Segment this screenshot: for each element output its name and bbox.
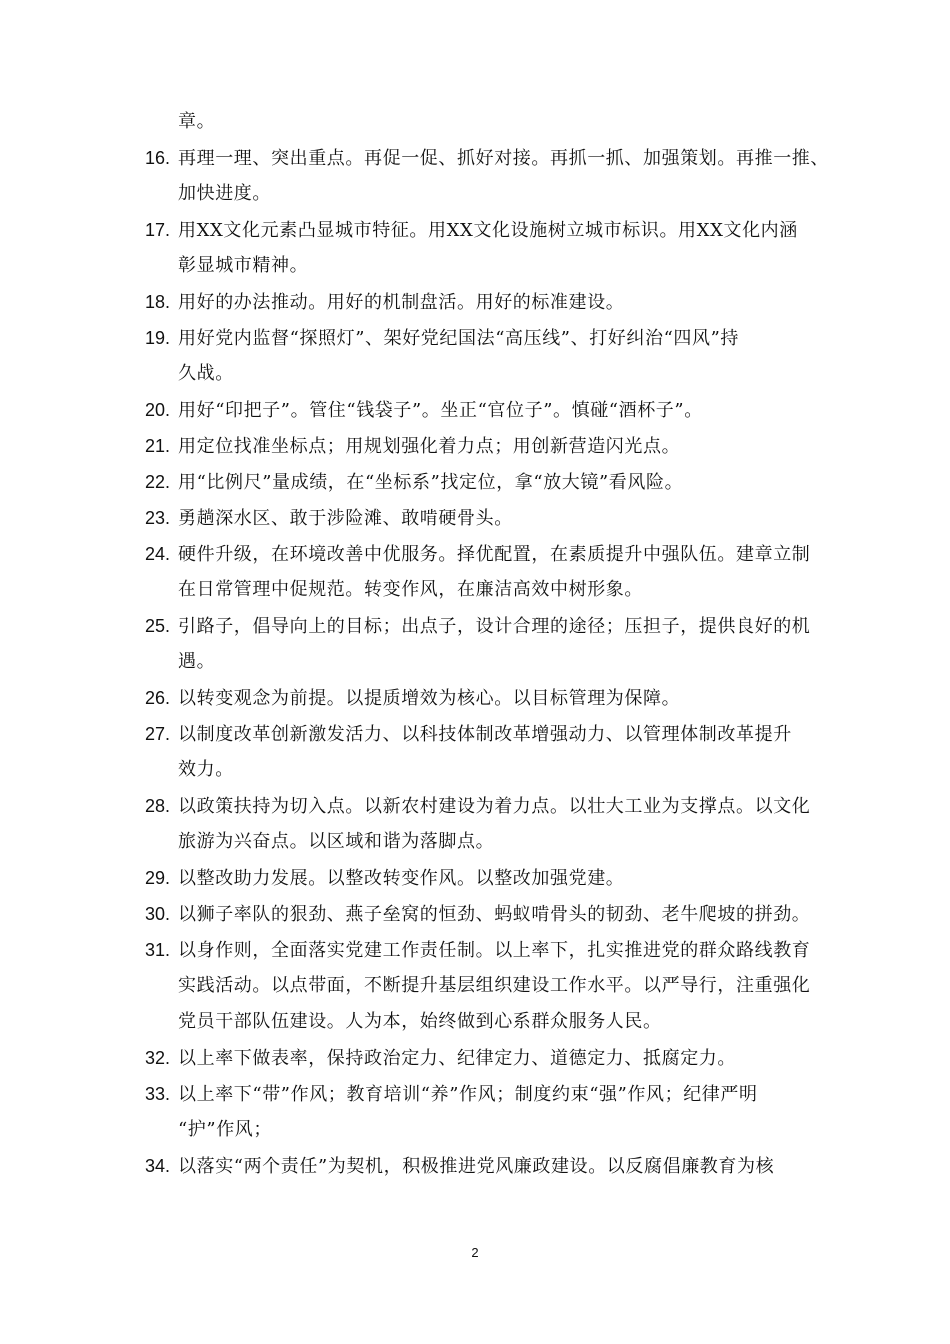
- list-item-text: 以政策扶持为切入点。以新农村建设为着力点。以壮大工业为支撑点。以文化: [178, 796, 811, 817]
- list-item-text: 章。: [178, 111, 216, 132]
- list-item: [145, 611, 825, 641]
- list-item-text: “护”作风；: [178, 1119, 273, 1140]
- list-item-text: 实践活动。以点带面，不断提升基层组织建设工作水平。以严导行，注重强化: [178, 975, 811, 996]
- list-item: [145, 863, 825, 893]
- list-item: [145, 323, 825, 353]
- list-item: [145, 1043, 825, 1073]
- list-item-continuation: [178, 179, 828, 209]
- list-item-number: 30.: [145, 904, 171, 924]
- list-item-continuation: [178, 359, 828, 389]
- list-item: [145, 143, 829, 173]
- list-item-text: 在日常管理中促规范。转变作风，在廉洁高效中树形象。: [178, 579, 643, 600]
- list-item-number: 23.: [145, 508, 171, 528]
- list-item-text: 以上率下做表率，保持政治定力、纪律定力、道德定力、抵腐定力。: [178, 1048, 736, 1069]
- list-item-continuation: [178, 827, 828, 857]
- list-item-number: 34.: [145, 1156, 171, 1176]
- list-item-number: 18.: [145, 292, 171, 312]
- list-item-text: 效力。: [178, 759, 234, 780]
- list-item-number: 16.: [145, 148, 171, 168]
- list-item-continuation: [178, 647, 828, 677]
- list-item-number: 26.: [145, 688, 171, 708]
- list-item-text: 硬件升级，在环境改善中优服务。择优配置，在素质提升中强队伍。建章立制: [178, 544, 811, 565]
- list-item-text: 加快进度。: [178, 183, 271, 204]
- list-item-text: 以上率下“带”作风；教育培训“养”作风；制度约束“强”作风；纪律严明: [178, 1084, 758, 1105]
- list-item: [145, 431, 825, 461]
- list-item: [145, 395, 825, 425]
- list-item-continuation: [178, 107, 828, 137]
- page-number: 2: [471, 1245, 479, 1260]
- list-item-number: 33.: [145, 1084, 171, 1104]
- list-item-text: 久战。: [178, 363, 234, 384]
- list-item: [145, 287, 825, 317]
- list-item-text: 勇趟深水区、敢于涉险滩、敢啃硬骨头。: [178, 508, 513, 529]
- list-item-number: 25.: [145, 616, 171, 636]
- list-item: [145, 467, 825, 497]
- list-item-number: 17.: [145, 220, 171, 240]
- list-item: [145, 503, 825, 533]
- list-item-text: 用“比例尺”量成绩，在“坐标系”找定位，拿“放大镜”看风险。: [178, 472, 684, 493]
- list-item: [145, 899, 825, 929]
- list-item-number: 28.: [145, 796, 171, 816]
- list-item-number: 27.: [145, 724, 171, 744]
- list-item-continuation: [178, 755, 828, 785]
- list-item-number: 21.: [145, 436, 171, 456]
- list-item-text: 用好“印把子”。管住“钱袋子”。坐正“官位子”。慎碰“酒杯子”。: [178, 400, 703, 421]
- list-item-text: 旅游为兴奋点。以区域和谐为落脚点。: [178, 831, 495, 852]
- list-item: [145, 215, 825, 245]
- list-item-text: 再理一理、突出重点。再促一促、抓好对接。再抓一抓、加强策划。再推一推、: [178, 148, 829, 169]
- list-item-continuation: [178, 251, 828, 281]
- list-item-text: 用好的办法推动。用好的机制盘活。用好的标准建设。: [178, 292, 625, 313]
- list-item: [145, 683, 825, 713]
- list-item-number: 29.: [145, 868, 171, 888]
- list-item-number: 32.: [145, 1048, 171, 1068]
- list-item: [145, 791, 825, 821]
- list-item-continuation: [178, 575, 828, 605]
- list-item-continuation: [178, 1007, 828, 1037]
- list-item-text: 以制度改革创新激发活力、以科技体制改革增强动力、以管理体制改革提升: [178, 724, 792, 745]
- list-item-number: 31.: [145, 940, 171, 960]
- list-item-text: 以狮子率队的狠劲、燕子垒窝的恒劲、蚂蚁啃骨头的韧劲、老牛爬坡的拼劲。: [178, 904, 811, 925]
- list-item-text: 以身作则，全面落实党建工作责任制。以上率下，扎实推进党的群众路线教育: [178, 940, 811, 961]
- list-item-text: 用定位找准坐标点；用规划强化着力点；用创新营造闪光点。: [178, 436, 681, 457]
- list-item-text: 彰显城市精神。: [178, 255, 309, 276]
- list-item-number: 24.: [145, 544, 171, 564]
- list-item: [145, 1151, 825, 1181]
- list-item: [145, 1079, 825, 1109]
- list-item-text: 引路子，倡导向上的目标；出点子，设计合理的途径；压担子，提供良好的机: [178, 616, 811, 637]
- list-item-text: 用好党内监督“探照灯”、架好党纪国法“高压线”、打好纠治“四风”持: [178, 328, 740, 349]
- list-item-text: 以转变观念为前提。以提质增效为核心。以目标管理为保障。: [178, 688, 681, 709]
- list-item: [145, 719, 825, 749]
- list-item: [145, 539, 825, 569]
- list-item-text: 党员干部队伍建设。人为本，始终做到心系群众服务人民。: [178, 1011, 662, 1032]
- list-item-number: 19.: [145, 328, 171, 348]
- list-item-number: 20.: [145, 400, 171, 420]
- list-item-number: 22.: [145, 472, 171, 492]
- list-item-text: 用XX文化元素凸显城市特征。用XX文化设施树立城市标识。用XX文化内涵: [178, 220, 798, 241]
- list-item: [145, 935, 825, 965]
- list-item-text: 以整改助力发展。以整改转变作风。以整改加强党建。: [178, 868, 625, 889]
- list-item-continuation: [178, 1115, 828, 1145]
- list-item-text: 以落实“两个责任”为契机，积极推进党风廉政建设。以反腐倡廉教育为核: [178, 1156, 775, 1177]
- list-item-text: 遇。: [178, 651, 216, 672]
- list-item-continuation: [178, 971, 828, 1001]
